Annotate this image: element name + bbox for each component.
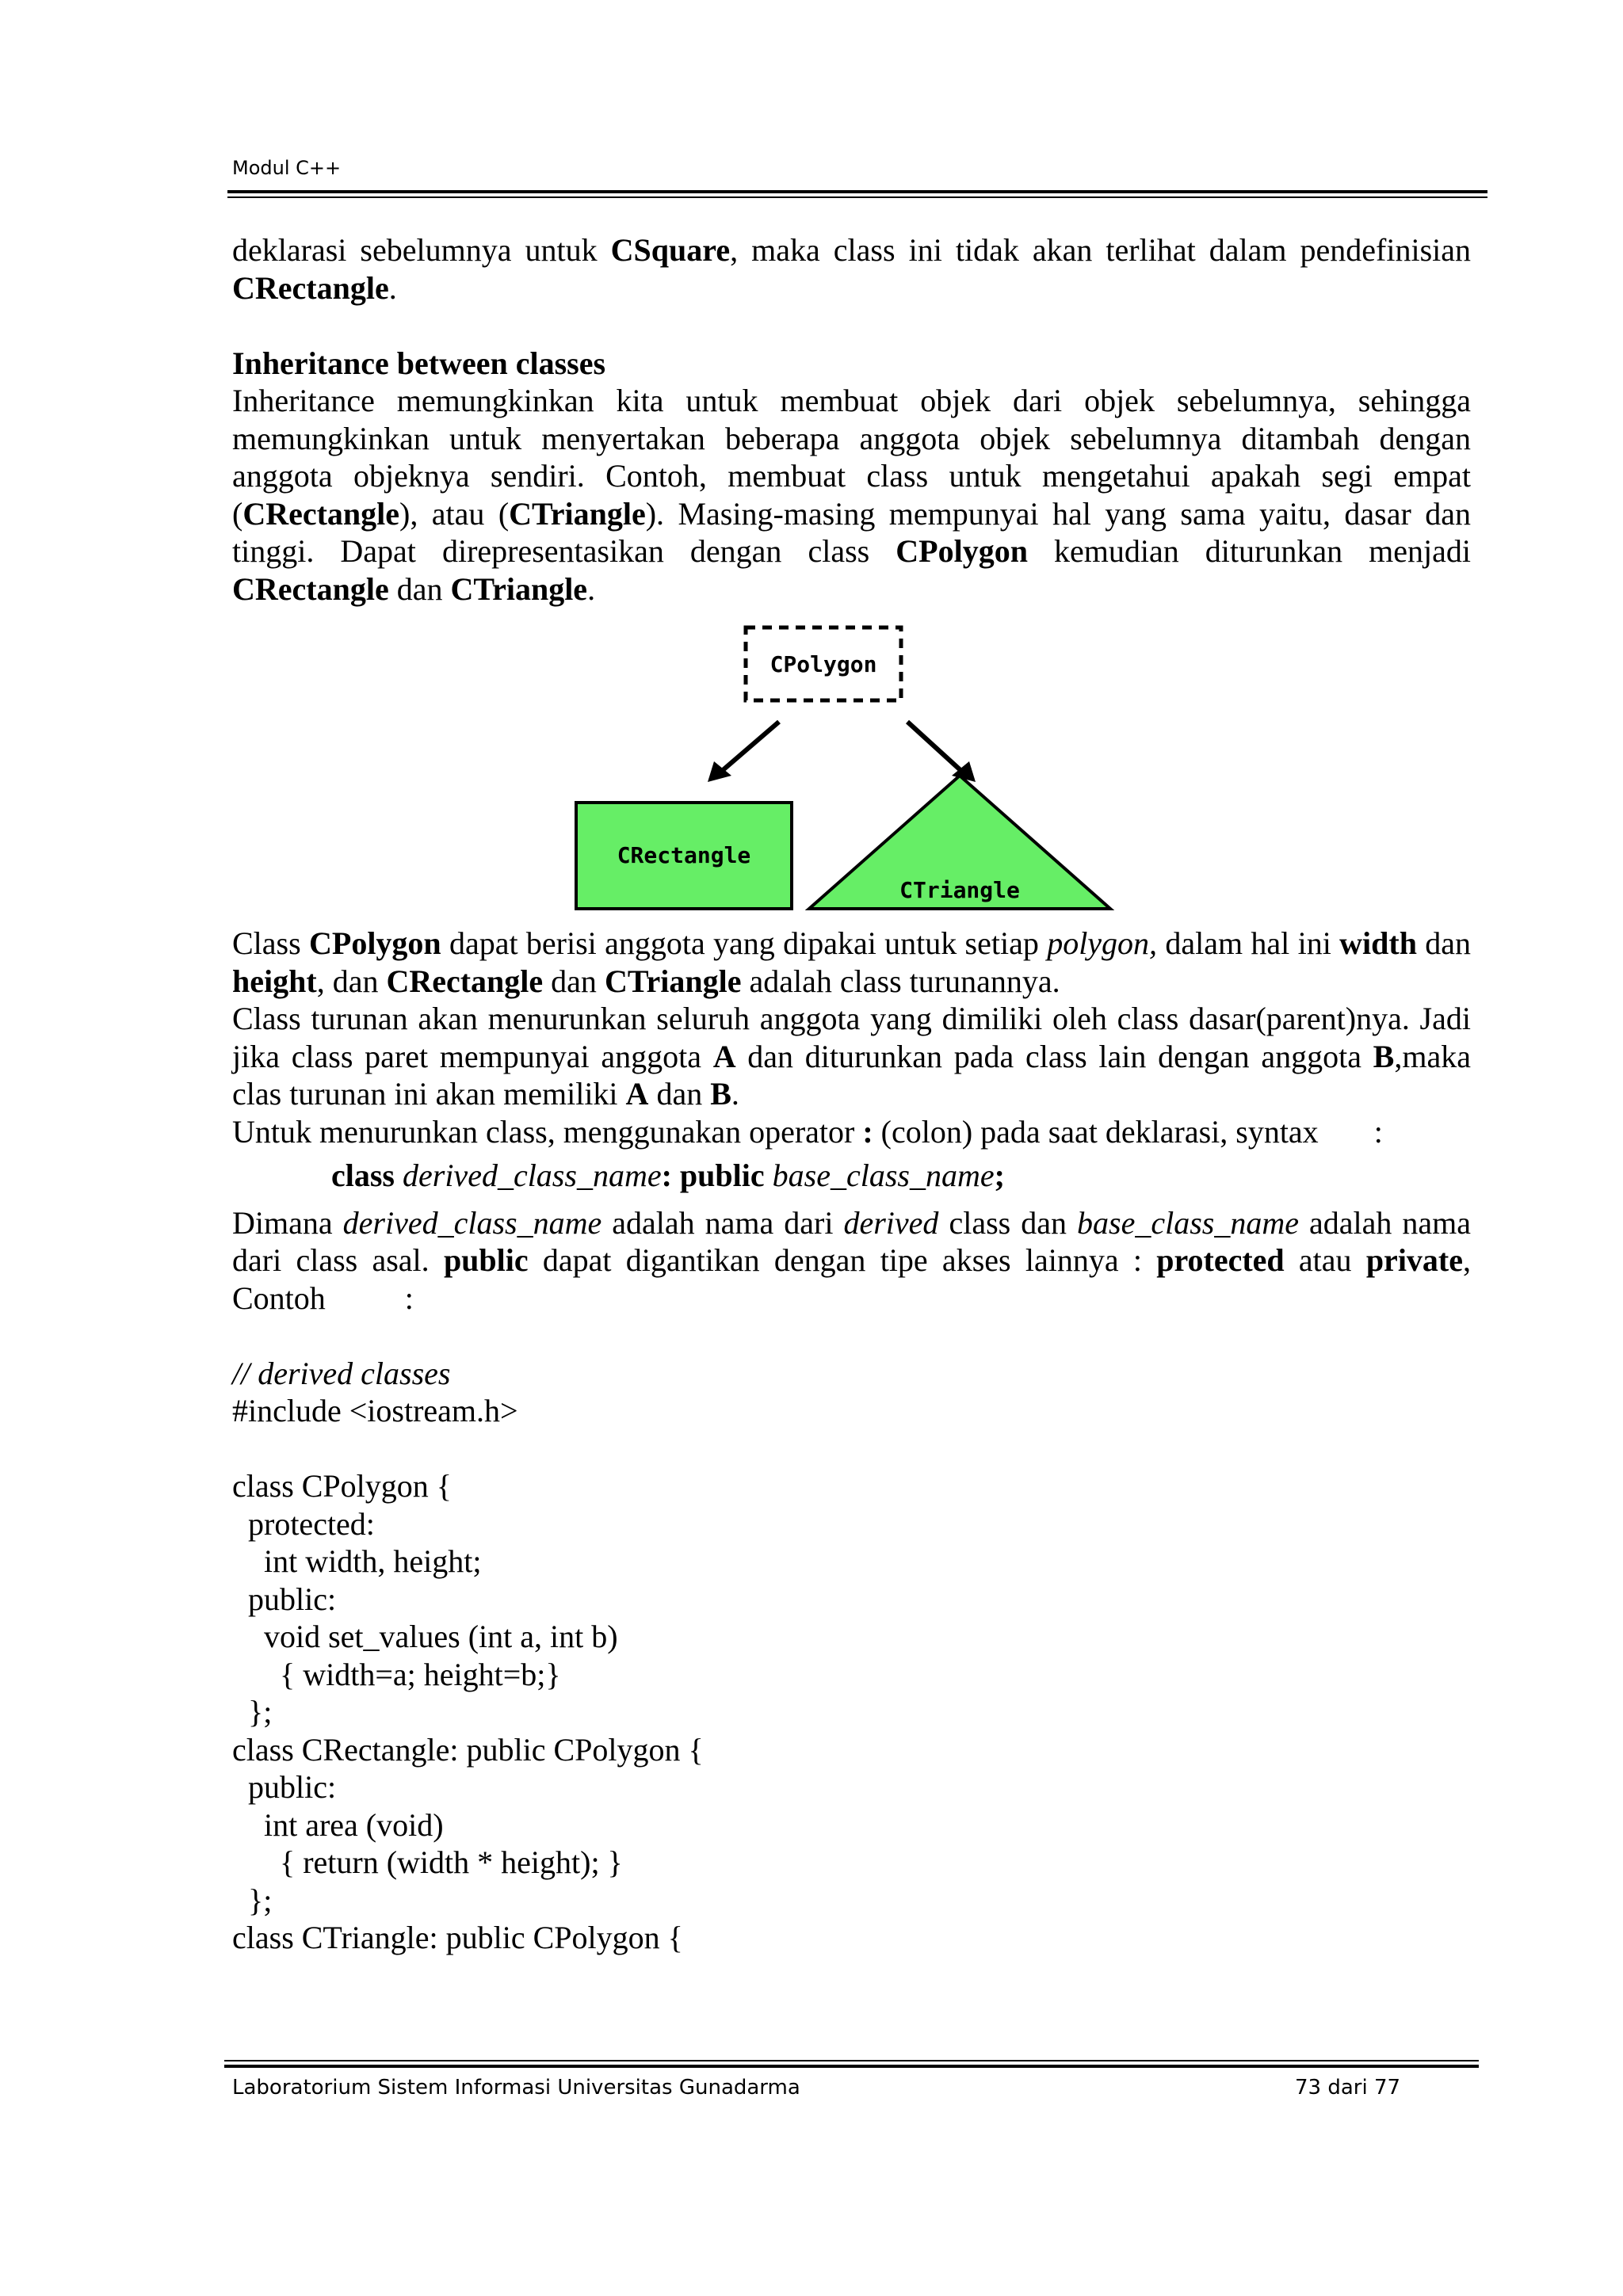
code-line: class CTriangle: public CPolygon { (232, 1920, 683, 1955)
code-line: int width, height; (232, 1543, 482, 1579)
dimana-paragraph: Dimana derived_class_name adalah nama dari derived class dan base_class_name adalah nama dari class asal. public dapat digantikan dengan tipe akses lainnya : protected atau private, Contoh : (232, 1204, 1471, 1316)
code-line: int area (void) (232, 1806, 444, 1843)
footer-page-number: 73 dari 77 (1295, 2076, 1401, 2100)
body-bottom (232, 925, 1471, 1957)
syntax-line: class derived_class_name: public base_class_name; (331, 1158, 1005, 1193)
cpolygon-label: CPolygon (769, 651, 877, 677)
inheritance-diagram (575, 624, 1129, 925)
inheritance-paragraph: Inheritance memungkinkan kita untuk membuat objek dari objek sebelumnya, sehingga memungkinkan untuk menyertakan beberapa anggota objek sebelumnya ditambah dengan anggota objeknya sendiri. Contoh, membuat class untuk mengetahui apakah segi empat (CRectangle), atau (CTriangle). Masing-masing mempunyai hal yang sama yaitu, dasar dan tinggi. Dapat direpresentasikan dengan class CPolygon kemudian diturunkan menjadi CRectangle dan CTriangle. (232, 383, 1471, 607)
footer-left: Laboratorium Sistem Informasi Universitas Gunadarma (232, 2076, 800, 2100)
cpolygon-paragraph: Class CPolygon dapat berisi anggota yang dipakai untuk setiap polygon, dalam hal ini width dan height, dan CRectangle dan CTriangle adalah class turunannya. (232, 925, 1472, 999)
section-heading: Inheritance between classes (232, 345, 606, 381)
operator-paragraph: Untuk menurunkan class, menggunakan operator : (colon) pada saat deklarasi, syntax : (232, 1113, 1383, 1150)
code-block (232, 1467, 1471, 1957)
code-line: }; (232, 1694, 273, 1730)
header-rule-thick (227, 190, 1487, 193)
code-line: }; (232, 1882, 273, 1918)
page-header: Modul C++ (232, 157, 342, 179)
ctriangle-label: CTriangle (899, 877, 1020, 903)
code-comment: // derived classes (232, 1355, 451, 1391)
header-rule-thin (227, 196, 1487, 198)
crectangle-label: CRectangle (617, 842, 751, 868)
arrow-left (722, 722, 779, 771)
intro-paragraph: deklarasi sebelumnya untuk CSquare, maka class ini tidak akan terlihat dalam pendefinisian CRectangle. (232, 232, 1472, 306)
code-line: protected: (232, 1505, 375, 1542)
code-line: class CPolygon { (232, 1468, 452, 1504)
derived-paragraph: Class turunan akan menurunkan seluruh anggota yang dimiliki oleh class dasar(parent)nya. Jadi jika class paret mempunyai anggota A dan diturunkan pada class lain dengan anggota B,maka clas turunan ini akan memiliki A dan B. (232, 1001, 1471, 1112)
body-top (232, 231, 1471, 608)
code-line: public: (232, 1581, 337, 1617)
arrow-right (907, 722, 961, 771)
code-line: void set_values (int a, int b) (232, 1619, 618, 1654)
code-include: #include <iostream.h> (232, 1393, 518, 1428)
code-line: { width=a; height=b;} (232, 1656, 561, 1692)
code-line: class CRectangle: public CPolygon { (232, 1731, 704, 1768)
code-line: public: (232, 1769, 337, 1805)
code-line: { return (width * height); } (232, 1844, 623, 1880)
footer-rule-thin (224, 2060, 1479, 2061)
footer-rule-thick (224, 2065, 1479, 2068)
